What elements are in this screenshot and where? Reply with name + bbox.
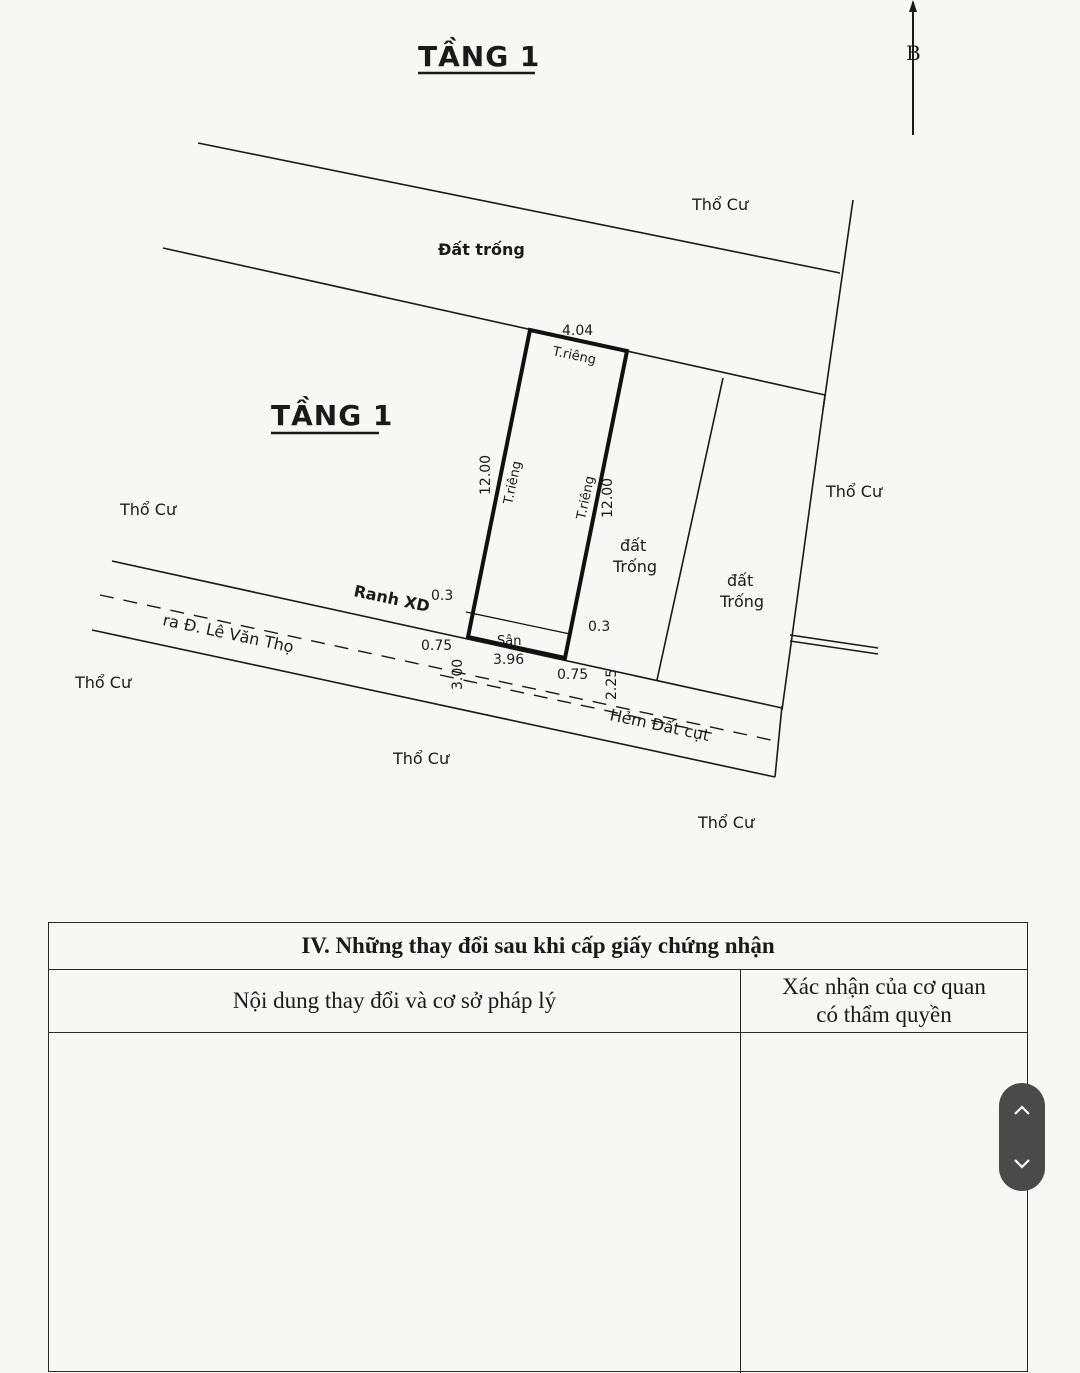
label-dat-trong-1-line2: Trống <box>613 557 658 576</box>
north-label: B <box>906 41 921 65</box>
label-san: Sân <box>497 634 522 649</box>
ledger-body <box>49 1033 1027 1373</box>
label-tho-cu-bottom-right: Thổ Cư <box>698 813 755 832</box>
label-dat-trong-top: Đất trống <box>438 240 525 259</box>
dim-top-wall: T.riêng <box>551 344 598 369</box>
north-arrow-icon <box>909 0 917 135</box>
dim-setback-left: 0.3 <box>431 588 454 604</box>
label-hem: Hẻm Đất cụt <box>608 705 712 745</box>
dim-top-width: 4.04 <box>562 323 594 339</box>
dim-setback-right: 0.3 <box>588 619 611 635</box>
dim-alley-width-left: 3.00 <box>450 658 466 690</box>
dim-left-wall: T.riêng <box>501 459 526 506</box>
dim-left-length: 12.00 <box>478 454 494 495</box>
ledger-col-confirmation-line1: Xác nhận của cơ quan <box>782 974 986 999</box>
label-dat-trong-1-line1: đất <box>620 536 647 555</box>
ledger-header-row <box>49 970 1027 1033</box>
label-tho-cu-bottom-mid: Thổ Cư <box>393 749 450 768</box>
dim-offset-right: 0.75 <box>557 667 589 683</box>
dim-alley-width-right: 2.25 <box>604 668 620 700</box>
chevron-up-icon[interactable] <box>999 1088 1045 1132</box>
label-tho-cu-right: Thổ Cư <box>826 482 883 501</box>
label-tho-cu-bottom-left: Thổ Cư <box>75 673 132 692</box>
label-ranh-xd: Ranh XD <box>352 581 432 616</box>
dim-right-wall: T.riêng <box>574 474 599 521</box>
label-tho-cu-left: Thổ Cư <box>120 500 177 519</box>
ledger-col-confirmation <box>741 970 1027 1032</box>
dim-offset-left: 0.75 <box>421 638 453 654</box>
page-scroller <box>999 1083 1045 1191</box>
plan-main-title: TẦNG 1 <box>271 399 394 432</box>
label-ra-duong: ra Đ. Lê Văn Thọ <box>161 610 296 657</box>
dim-right-length: 12.00 <box>600 477 616 518</box>
label-tho-cu-top-right: Thổ Cư <box>692 195 749 214</box>
ledger-title: IV. Những thay đổi sau khi cấp giấy chứng nhận <box>49 923 1027 970</box>
ledger-body-content-cell <box>49 1033 741 1373</box>
chevron-down-icon[interactable] <box>999 1142 1045 1186</box>
label-dat-trong-2-line1: đất <box>727 571 754 590</box>
changes-ledger-table <box>48 922 1028 1372</box>
ledger-col-confirmation-line2: có thẩm quyền <box>816 1002 952 1027</box>
ledger-col-content: Nội dung thay đổi và cơ sở pháp lý <box>49 970 741 1032</box>
setback-line <box>466 612 570 634</box>
plan-top-title: TẦNG 1 <box>418 40 541 73</box>
dim-bottom-width: 3.96 <box>493 652 525 668</box>
label-dat-trong-2-line2: Trống <box>720 592 765 611</box>
